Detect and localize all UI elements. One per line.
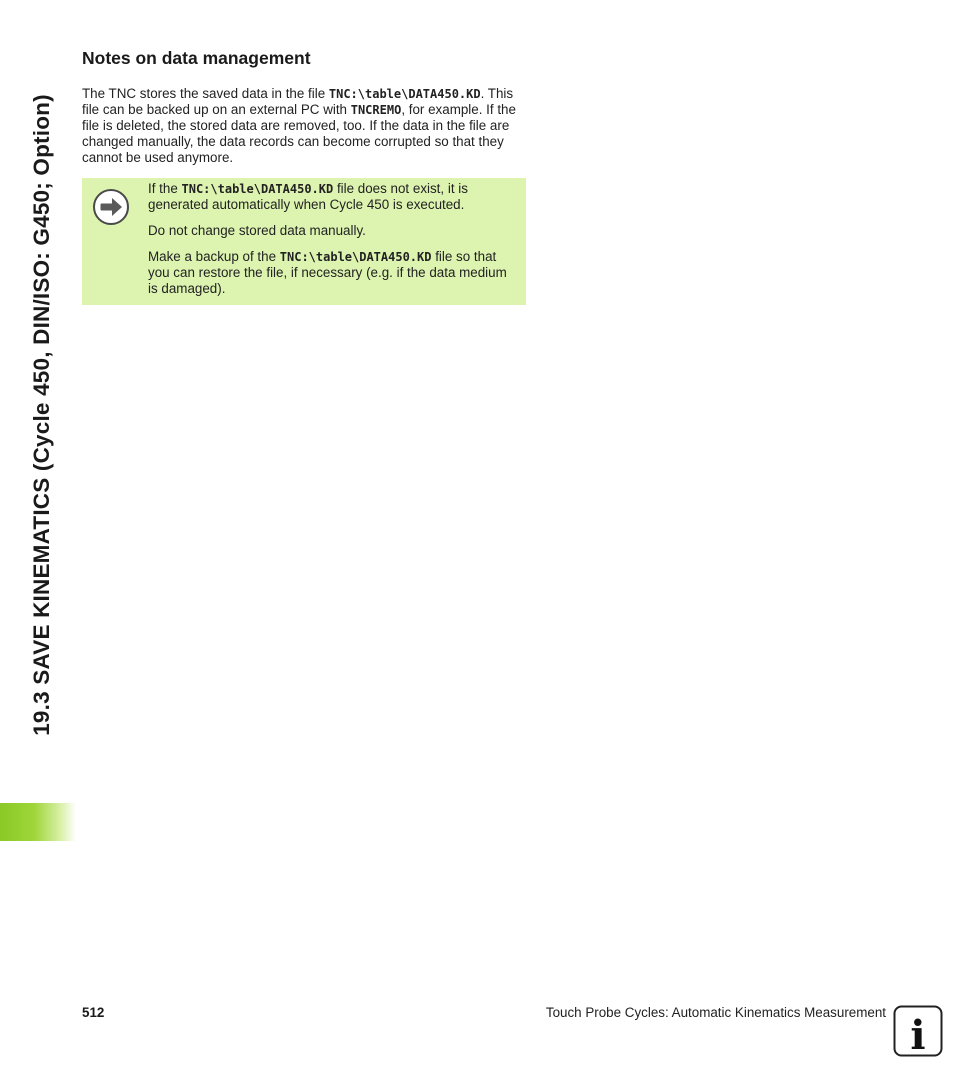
note-3-file-name: TNC:\table\DATA450.KD	[279, 250, 432, 264]
note-body	[148, 181, 520, 307]
intro-paragraph	[82, 86, 527, 166]
footer-title: Touch Probe Cycles: Automatic Kinematics Measurement	[545, 1005, 886, 1020]
note-paragraph-1	[148, 181, 520, 213]
intro-tool-name: TNCREMO	[350, 103, 402, 117]
note-1-file-name: TNC:\table\DATA450.KD	[181, 182, 334, 196]
note-paragraph-2: Do not change stored data manually.	[148, 223, 366, 238]
chapter-tab-marker	[0, 803, 76, 841]
note-3-text-post: file so that you can restore the file, if necessary (e.g. if the data medium is damaged).	[148, 249, 507, 296]
note-3-text-pre: Make a backup of the	[148, 249, 280, 264]
chapter-side-title: 19.3 SAVE KINEMATICS (Cycle 450, DIN/ISO: G450; Option)	[29, 94, 54, 736]
note-paragraph-3	[148, 249, 520, 297]
intro-text-1: The TNC stores the saved data in the file	[82, 86, 329, 101]
info-icon-letter: i	[910, 1012, 926, 1057]
intro-file-name: TNC:\table\DATA450.KD	[328, 87, 481, 101]
info-icon[interactable]	[893, 1005, 943, 1057]
section-heading: Notes on data management	[82, 48, 311, 68]
arrow-right-icon	[92, 188, 130, 226]
note-box	[82, 178, 526, 305]
page-number: 512	[82, 1005, 105, 1020]
intro-text-2: . This file can be backed up on an external PC with	[82, 86, 514, 117]
intro-text-3: , for example. If the file is deleted, the stored data are removed, too. If the data in the file are changed manually, the data records can become corrupted so that they cannot be used anymore.	[82, 102, 516, 165]
note-1-text-post: file does not exist, it is generated automatically when Cycle 450 is executed.	[148, 181, 468, 212]
note-1-text-pre: If the	[148, 181, 182, 196]
